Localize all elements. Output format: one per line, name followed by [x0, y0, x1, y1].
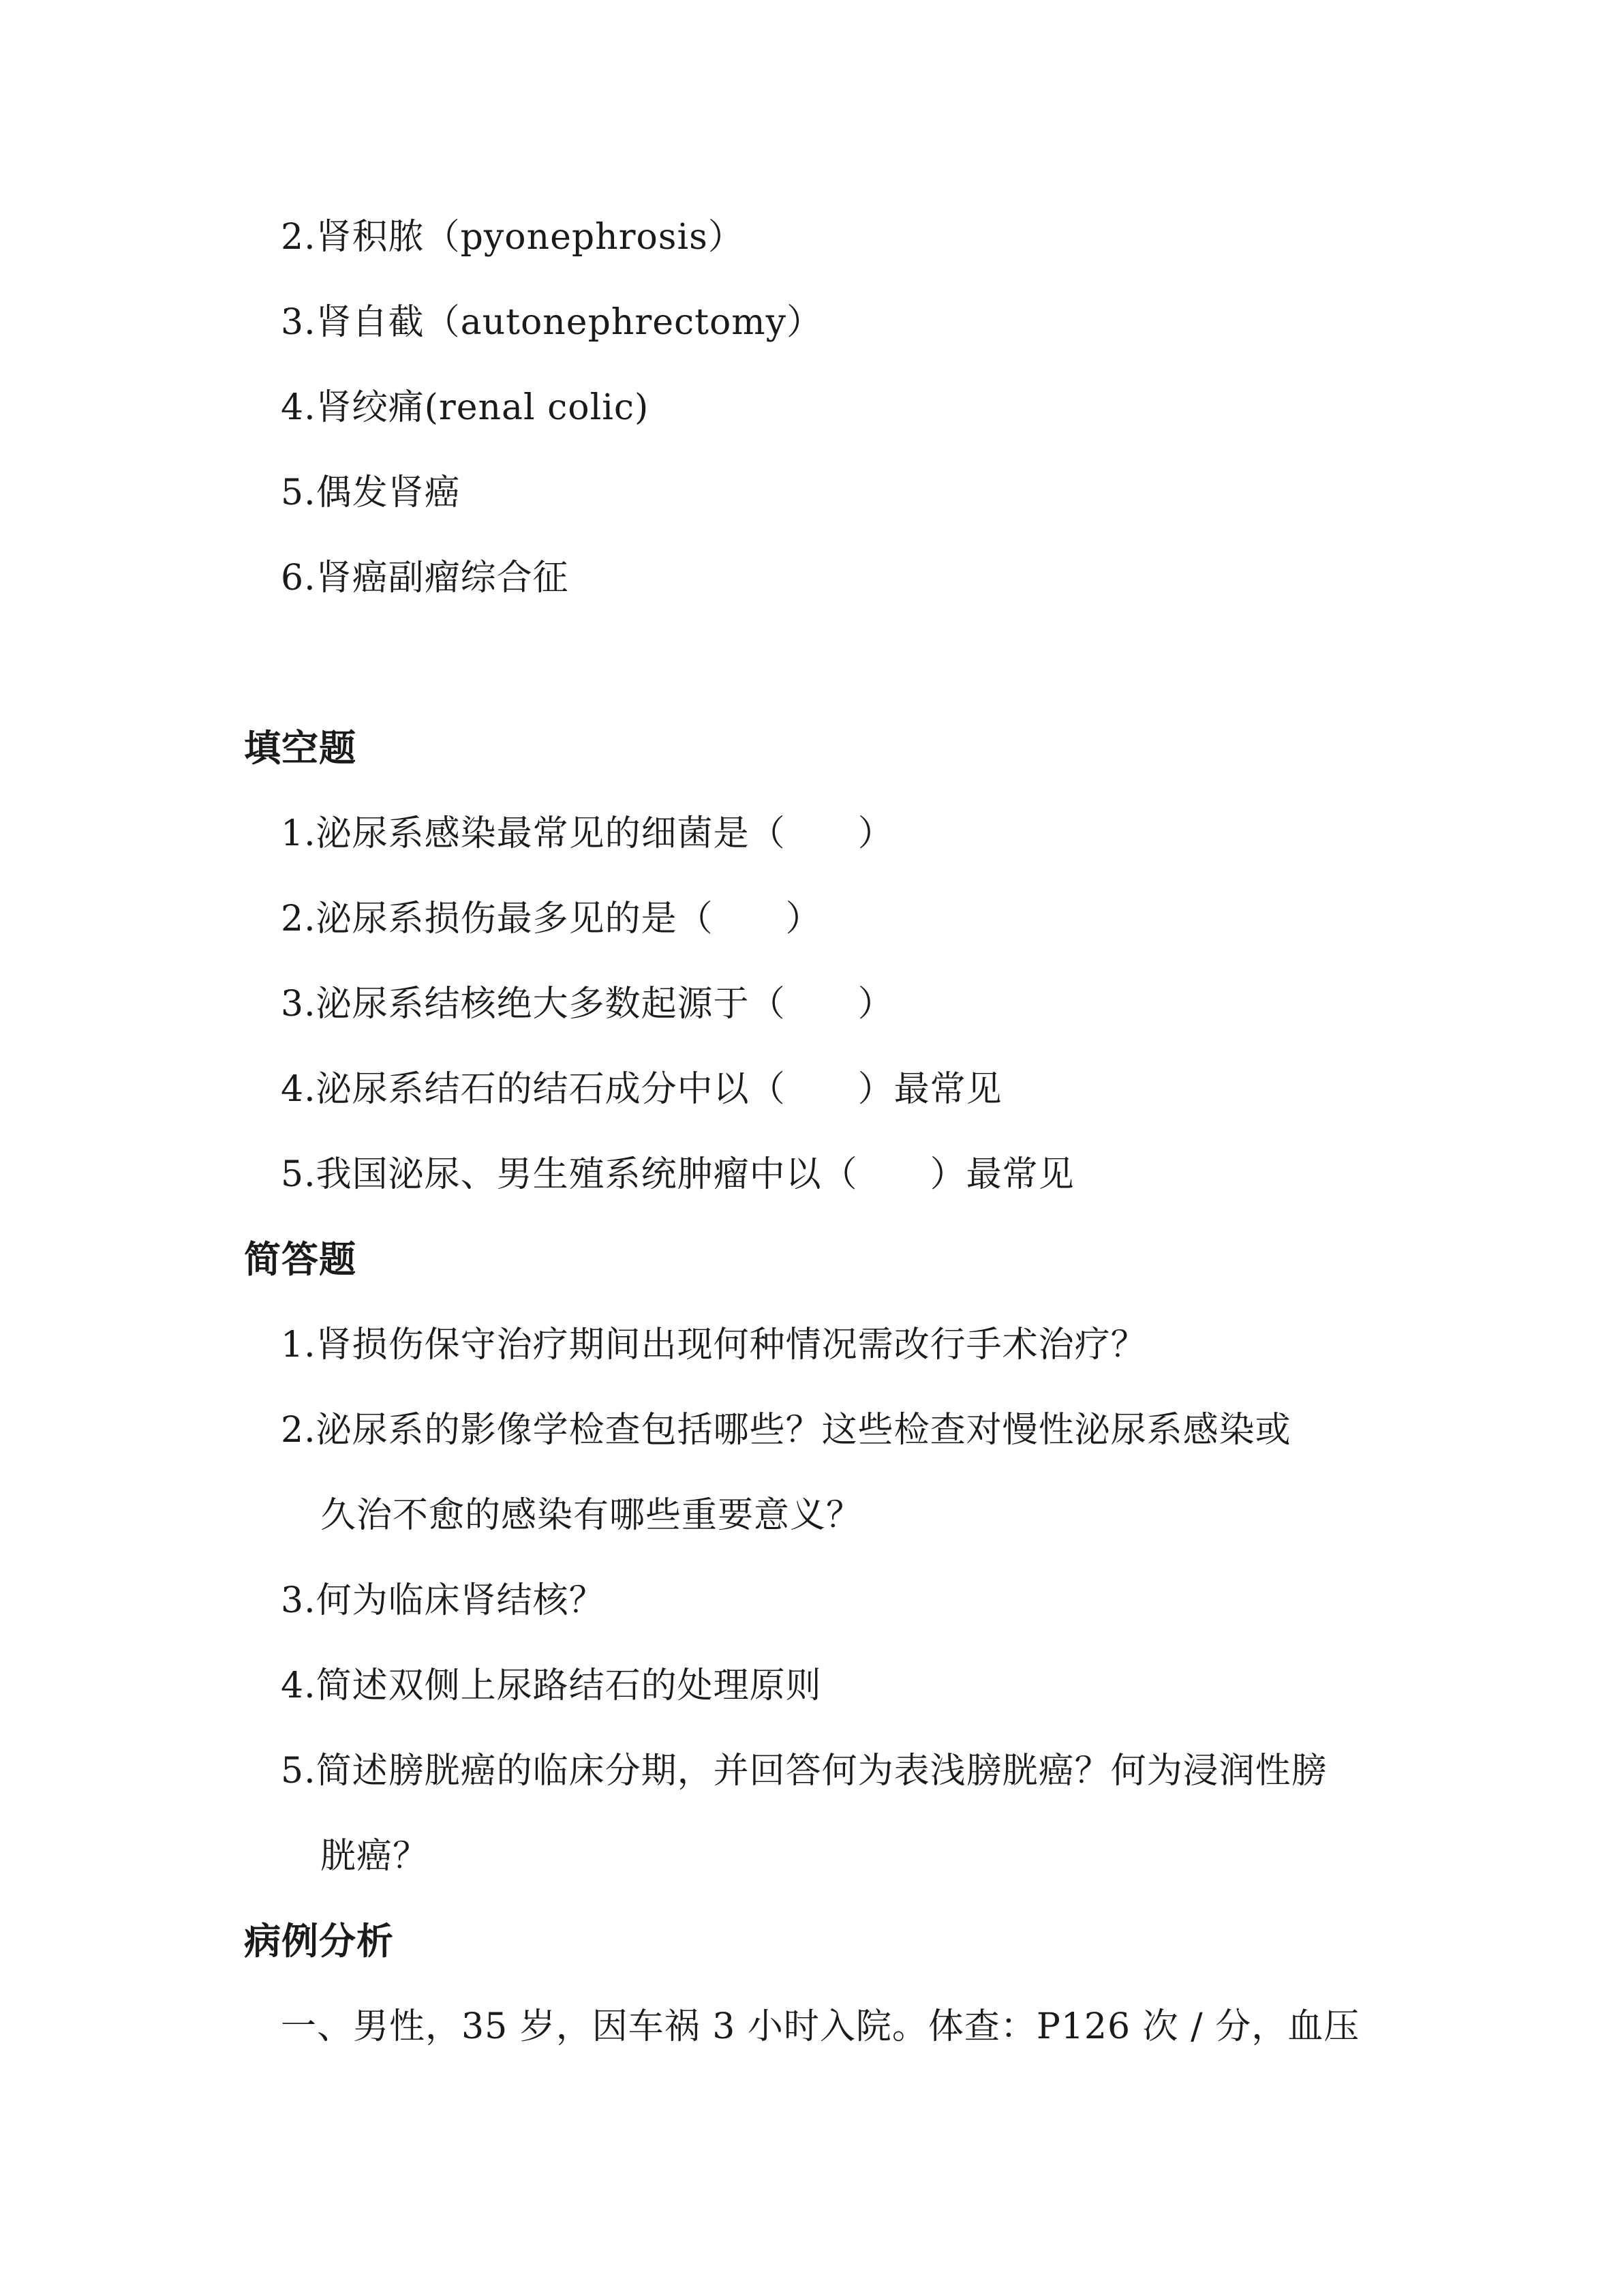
question-item: 3.泌尿系结核绝大多数起源于（ ）	[281, 984, 894, 1025]
question-item-continuation: 胱癌？	[320, 1836, 429, 1877]
section-heading-fill-blank: 填空题	[244, 727, 356, 770]
term-item: 4.肾绞痛(renal colic)	[281, 387, 649, 428]
section-heading-case-analysis: 病例分析	[244, 1920, 394, 1963]
term-item: 2.肾积脓（pyonephrosis）	[281, 217, 744, 258]
term-item: 6.肾癌副瘤综合征	[281, 558, 569, 599]
question-item: 2.泌尿系的影像学检查包括哪些？这些检查对慢性泌尿系感染或	[281, 1410, 1291, 1451]
case-text: 一、男性，35 岁，因车祸 3 小时入院。体查：P126 次 / 分，血压	[281, 2006, 1360, 2047]
question-item: 5.我国泌尿、男生殖系统肿瘤中以（ ）最常见	[281, 1154, 1075, 1195]
section-heading-short-answer: 简答题	[244, 1238, 356, 1281]
question-item: 1.肾损伤保守治疗期间出现何种情况需改行手术治疗？	[281, 1325, 1147, 1365]
question-item: 5.简述膀胱癌的临床分期，并回答何为表浅膀胱癌？何为浸润性膀	[281, 1751, 1328, 1792]
term-item: 5.偶发肾癌	[281, 472, 461, 513]
question-item: 4.泌尿系结石的结石成分中以（ ）最常见	[281, 1069, 1003, 1110]
question-item: 4.简述双侧上尿路结石的处理原则	[281, 1665, 822, 1706]
question-item: 3.何为临床肾结核？	[281, 1580, 605, 1621]
question-item: 1.泌尿系感染最常见的细菌是（ ）	[281, 813, 894, 854]
question-item: 2.泌尿系损伤最多见的是（ ）	[281, 898, 822, 939]
term-item: 3.肾自截（autonephrectomy）	[281, 302, 823, 343]
question-item-continuation: 久治不愈的感染有哪些重要意义？	[320, 1495, 863, 1536]
